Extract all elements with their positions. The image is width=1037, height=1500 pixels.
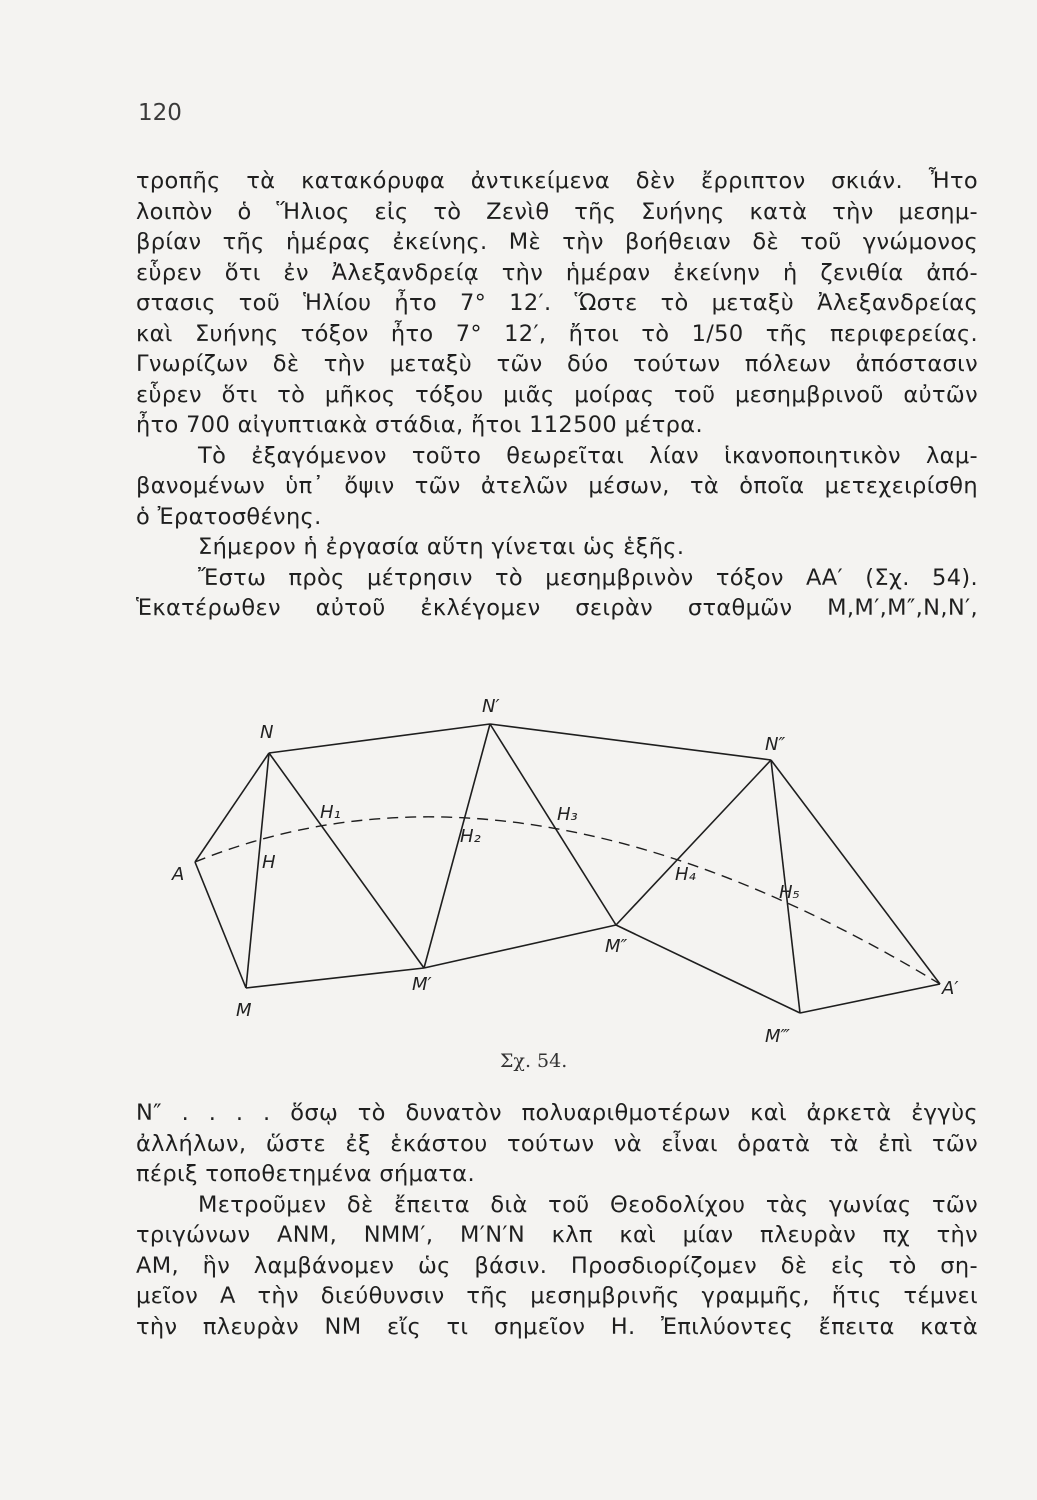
label-h: H — [262, 852, 276, 873]
body-text-top — [136, 166, 978, 624]
page-number: 120 — [138, 100, 182, 126]
edge-n1-n2 — [490, 724, 771, 760]
label-n2: N″ — [765, 734, 786, 755]
text-line: Ἑκατέρωθεν αὐτοῦ ἐκλέγομεν σειρὰν σταθμῶν Μ,Μ′,Μ″,Ν,Ν′, — [136, 595, 978, 621]
edge-m2-n2 — [616, 760, 771, 925]
meridian-arc — [195, 817, 940, 984]
label-h3: H₃ — [557, 804, 578, 825]
label-n1: N′ — [482, 696, 500, 717]
text-line: τριγώνων ΑΝΜ, ΝΜΜ′, Μ′Ν′Ν κλπ καὶ μίαν πλευρὰν πχ τὴν — [136, 1222, 978, 1248]
text-line: Τὸ ἐξαγόμενον τοῦτο θεωρεῖται λίαν ἱκανοποιητικὸν λαμ- — [198, 442, 978, 469]
label-h5: H₅ — [779, 882, 800, 903]
label-a: A — [172, 864, 185, 885]
text-line: Ν″ . . . . ὅσῳ τὸ δυνατὸν πολυαριθμοτέρων καὶ ἀρκετὰ ἐγγὺς — [136, 1100, 978, 1126]
text-line: μεῖον Α τὴν διεύθυνσιν τῆς μεσημβρινῆς γραμμῆς, ἥτις τέμνει — [136, 1283, 978, 1309]
label-m1: M′ — [412, 974, 432, 995]
label-h1: H₁ — [320, 802, 341, 823]
label-h4: H₄ — [675, 864, 696, 885]
text-line: στασις τοῦ Ἡλίου ἦτο 7° 12′. Ὥστε τὸ μεταξὺ Ἀλεξανδρείας — [136, 290, 978, 316]
text-line: λοιπὸν ὁ Ἥλιος εἰς τὸ Ζενὶθ τῆς Συήνης κατὰ τὴν μεσημ- — [136, 198, 978, 225]
text-line: πέριξ τοποθετημένα σήματα. — [136, 1161, 475, 1187]
text-line: βρίαν τῆς ἡμέρας ἐκείνης. Μὲ τὴν βοήθειαν δὲ τοῦ γνώμονος — [136, 229, 978, 255]
label-h2: H₂ — [460, 826, 481, 847]
text-line: βανομένων ὑπ᾽ ὄψιν τῶν ἀτελῶν μέσων, τὰ ὁποῖα μετεχειρίσθη — [136, 473, 978, 499]
text-line: εὗρεν ὅτι τὸ μῆκος τόξου μιᾶς μοίρας τοῦ μεσημβρινοῦ αὐτῶν — [136, 381, 978, 408]
label-m3: M‴ — [765, 1026, 790, 1047]
text-line: ἀλλήλων, ὥστε ἐξ ἑκάστου τούτων νὰ εἶναι ὁρατὰ τὰ ἐπὶ τῶν — [136, 1130, 978, 1157]
label-n: N — [260, 722, 274, 743]
edge-a-m — [195, 862, 246, 988]
edge-a1-m3 — [800, 984, 940, 1013]
text-line: Γνωρίζων δὲ τὴν μεταξὺ τῶν δύο τούτων πόλεων ἀπόστασιν — [136, 351, 978, 377]
edge-m-m1 — [246, 968, 424, 988]
edge-n2-a1 — [771, 760, 940, 984]
edge-m2-m3 — [616, 925, 800, 1013]
edge-a-n — [195, 753, 269, 862]
label-m2: M″ — [605, 936, 628, 957]
text-line: τροπῆς τὰ κατακόρυφα ἀντικείμενα δὲν ἔρριπτον σκιάν. Ἦτο — [136, 168, 978, 194]
edge-n-m1 — [269, 753, 424, 968]
text-line: τὴν πλευρὰν ΝΜ εἴς τι σημεῖον Η. Ἐπιλύοντες ἔπειτα κατὰ — [136, 1313, 978, 1340]
edge-n1-m2 — [490, 724, 616, 925]
text-line: Μετροῦμεν δὲ ἔπειτα διὰ τοῦ Θεοδολίχου τὰς γωνίας τῶν — [198, 1191, 978, 1218]
text-line: Σήμερον ἡ ἐργασία αὕτη γίνεται ὡς ἑξῆς. — [198, 534, 685, 560]
text-line: Ἔστω πρὸς μέτρησιν τὸ μεσημβρινὸν τόξον ΑΑ′ (Σχ. 54). — [198, 564, 978, 591]
text-line: καὶ Συήνης τόξον ἦτο 7° 12′, ἤτοι τὸ 1/50 τῆς περιφερείας. — [136, 320, 978, 347]
text-line: ὁ Ἐρατοσθένης. — [136, 503, 322, 530]
edge-n-n1 — [269, 724, 490, 753]
label-a-prime: A′ — [942, 978, 959, 999]
text-line: ἦτο 700 αἰγυπτιακὰ στάδια, ἤτοι 112500 μέτρα. — [136, 412, 703, 438]
edge-m1-m2 — [424, 925, 616, 968]
label-m: M — [236, 1000, 252, 1021]
figure-triangulation — [160, 690, 960, 1050]
text-line: εὗρεν ὅτι ἐν Ἀλεξανδρείᾳ τὴν ἡμέραν ἐκείνην ἡ ζενιθία ἀπό- — [136, 259, 978, 286]
body-text-bottom — [136, 1098, 978, 1342]
text-line: ΑΜ, ἣν λαμβάνομεν ὡς βάσιν. Προσδιορίζομεν δὲ εἰς τὸ ση- — [136, 1252, 978, 1279]
figure-caption: Σχ. 54. — [500, 1050, 568, 1072]
